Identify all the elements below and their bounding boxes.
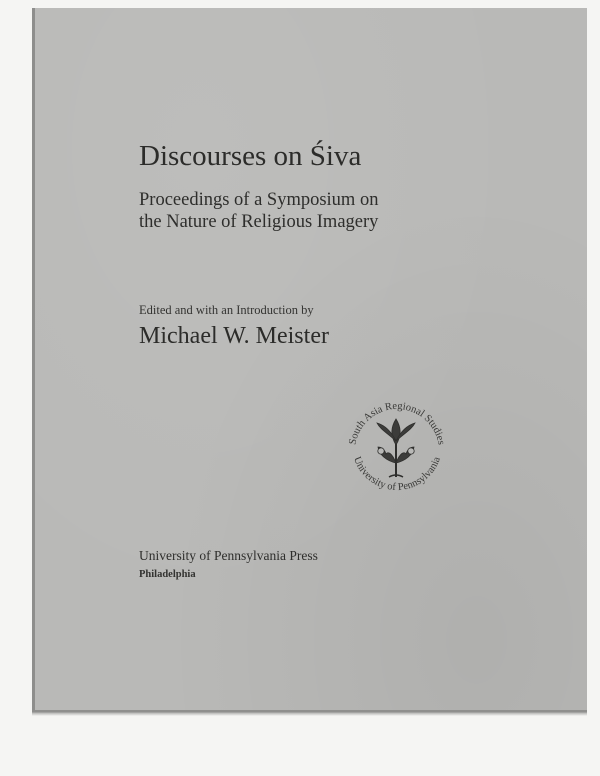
south-asia-regional-studies-seal xyxy=(339,389,455,505)
subtitle-line-1: Proceedings of a Symposium on xyxy=(139,190,379,210)
book-title-page xyxy=(32,8,587,712)
seal-bottom-text: University of Pennsylvania xyxy=(351,455,443,494)
publisher-city: Philadelphia xyxy=(139,569,196,580)
book-subtitle xyxy=(139,189,378,233)
subtitle-line-2: the Nature of Religious Imagery xyxy=(139,212,379,232)
edited-by-credit: Edited and with an Introduction by xyxy=(139,303,314,317)
seal-top-text: South Asia Regional Studies xyxy=(347,400,447,446)
book-title: Discourses on Śiva xyxy=(139,140,362,172)
publisher-name: University of Pennsylvania Press xyxy=(139,548,318,563)
editor-name: Michael W. Meister xyxy=(139,323,329,349)
lotus-emblem-icon xyxy=(377,419,415,477)
